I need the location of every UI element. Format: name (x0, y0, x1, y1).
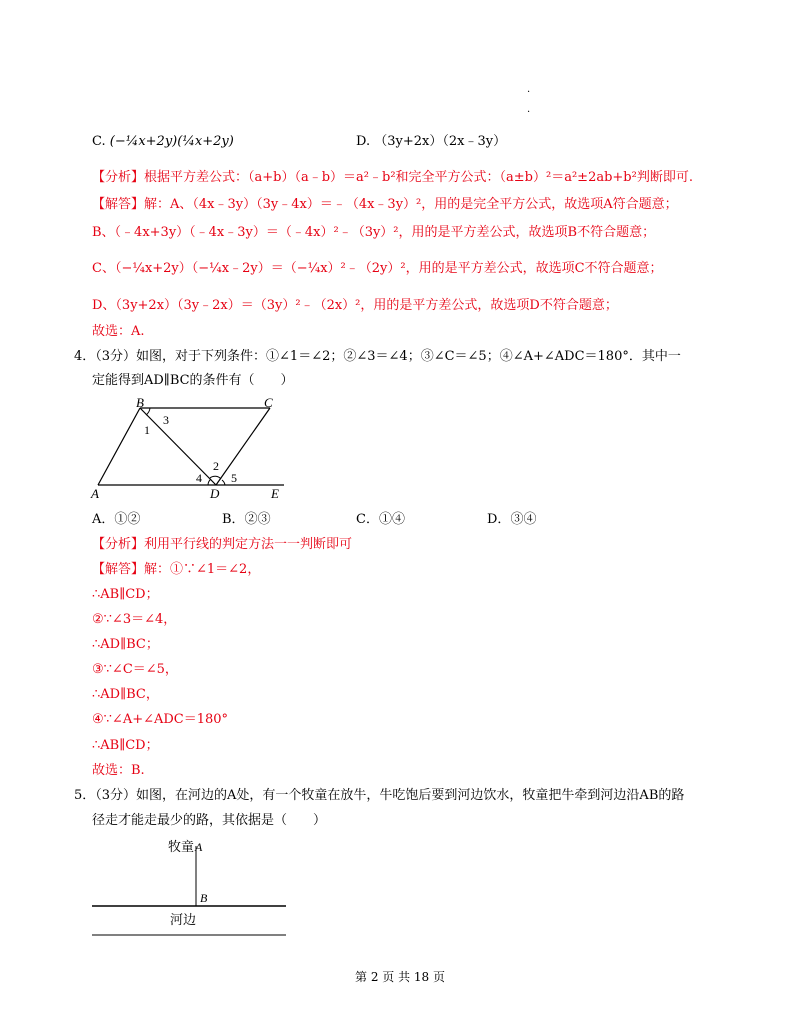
q4-stem-line1: 4．（3分）如图，对于下列条件：①∠1＝∠2；②∠3＝∠4；③∠C＝∠5；④∠A+∠ADC＝180°．其中一 (74, 349, 681, 364)
page-footer: 第 2 页 共 18 页 (355, 970, 445, 984)
q4-option-a (92, 508, 140, 527)
label-angle-3: 3 (163, 413, 169, 427)
option-label: C. (92, 134, 106, 149)
label-angle-2: 2 (213, 459, 219, 473)
option-label: D. (356, 134, 371, 149)
angle-arc (146, 408, 150, 415)
option-label: A． (92, 512, 115, 527)
label-b: B (200, 891, 208, 905)
q4-answer-line: ④∵∠A+∠ADC＝180° (92, 712, 229, 727)
label-c: C (264, 395, 273, 410)
header-dot: . (527, 104, 531, 115)
q4-analysis: 【分析】利用平行线的判定方法一一判断即可 (92, 537, 353, 552)
option-label: B． (222, 512, 245, 527)
q4-option-d (487, 508, 536, 527)
label-angle-5: 5 (231, 471, 237, 485)
prev-answer-line: 【解答】解：A、（4x﹣3y）（3y﹣4x）＝﹣（4x﹣3y）²，用的是完全平方公式，故选项A符合题意； (92, 197, 678, 212)
prev-answer-line: B、（﹣4x+3y）（﹣4x﹣3y）＝（﹣4x）²﹣（3y）²，用的是平方差公式，故选项B不符合题意； (92, 225, 656, 240)
option-label: D． (487, 512, 511, 527)
label-a: A (91, 486, 99, 501)
label-e: E (271, 486, 279, 501)
q4-conclusion: 故选：B. (92, 763, 145, 778)
label-a: A (195, 840, 203, 854)
q4-answer-line: ∴AB∥CD； (92, 587, 159, 602)
prev-option-c (92, 132, 234, 152)
q4-answer-line: ∴AD∥BC； (92, 637, 159, 652)
label-river: 河边 (170, 912, 197, 927)
q5-figure (90, 834, 290, 940)
label-b: B (136, 395, 144, 410)
option-expression: （3y+2x）（2x﹣3y） (374, 134, 507, 149)
angle-arc (222, 480, 225, 485)
q4-answer-line: ∴AB∥CD； (92, 738, 159, 753)
q4-figure (88, 394, 298, 502)
q4-answer-line: 【解答】解：①∵∠1＝∠2， (92, 562, 261, 577)
option-value: ①② (114, 512, 141, 527)
option-value: ①④ (378, 512, 405, 527)
q4-option-c (356, 508, 405, 527)
q4-stem-line2: 定能得到AD∥BC的条件有（ ） (92, 373, 294, 388)
header-dot: . (527, 84, 531, 95)
angle-arc (208, 479, 211, 485)
q5-stem-line2: 径走才能走最少的路，其依据是（ ） (92, 813, 327, 828)
option-expression: (−¼x+2y)(¼x+2y) (109, 134, 234, 149)
line-ab (98, 408, 140, 485)
option-label: C． (356, 512, 379, 527)
label-angle-1: 1 (144, 423, 150, 437)
prev-option-d (356, 132, 506, 152)
q4-answer-line: ②∵∠3＝∠4， (92, 612, 177, 627)
prev-conclusion: 故选：A. (92, 324, 145, 339)
label-angle-4: 4 (196, 471, 202, 485)
line-bd (140, 408, 216, 485)
prev-answer-line: D、（3y+2x）（3y﹣2x）＝（3y）²﹣（2x）²，用的是平方差公式，故选项D不符合题意； (92, 298, 618, 313)
prev-analysis: 【分析】根据平方差公式：（a+b）（a﹣b）＝a²﹣b²和完全平方公式：（a±b）²＝a²±2ab+b²判断即可. (92, 170, 693, 185)
option-value: ②③ (244, 512, 271, 527)
option-value: ③④ (510, 512, 537, 527)
q4-answer-line: ∴AD∥BC， (92, 687, 159, 702)
q4-answer-line: ③∵∠C＝∠5， (92, 662, 178, 677)
q4-option-b (222, 508, 271, 527)
line-cd (216, 408, 270, 485)
q5-stem-line1: 5．（3分）如图，在河边的A处，有一个牧童在放牛，牛吃饱后要到河边饮水，牧童把牛牵到河边沿AB的路 (74, 788, 685, 803)
prev-answer-line: C、（−¼x+2y）（−¼x﹣2y）＝（−¼x）²﹣（2y）²，用的是平方差公式，故选项C不符合题意； (92, 261, 663, 276)
angle-arc (210, 476, 221, 479)
label-herd-boy: 牧童 (168, 839, 195, 854)
label-d: D (210, 486, 220, 501)
